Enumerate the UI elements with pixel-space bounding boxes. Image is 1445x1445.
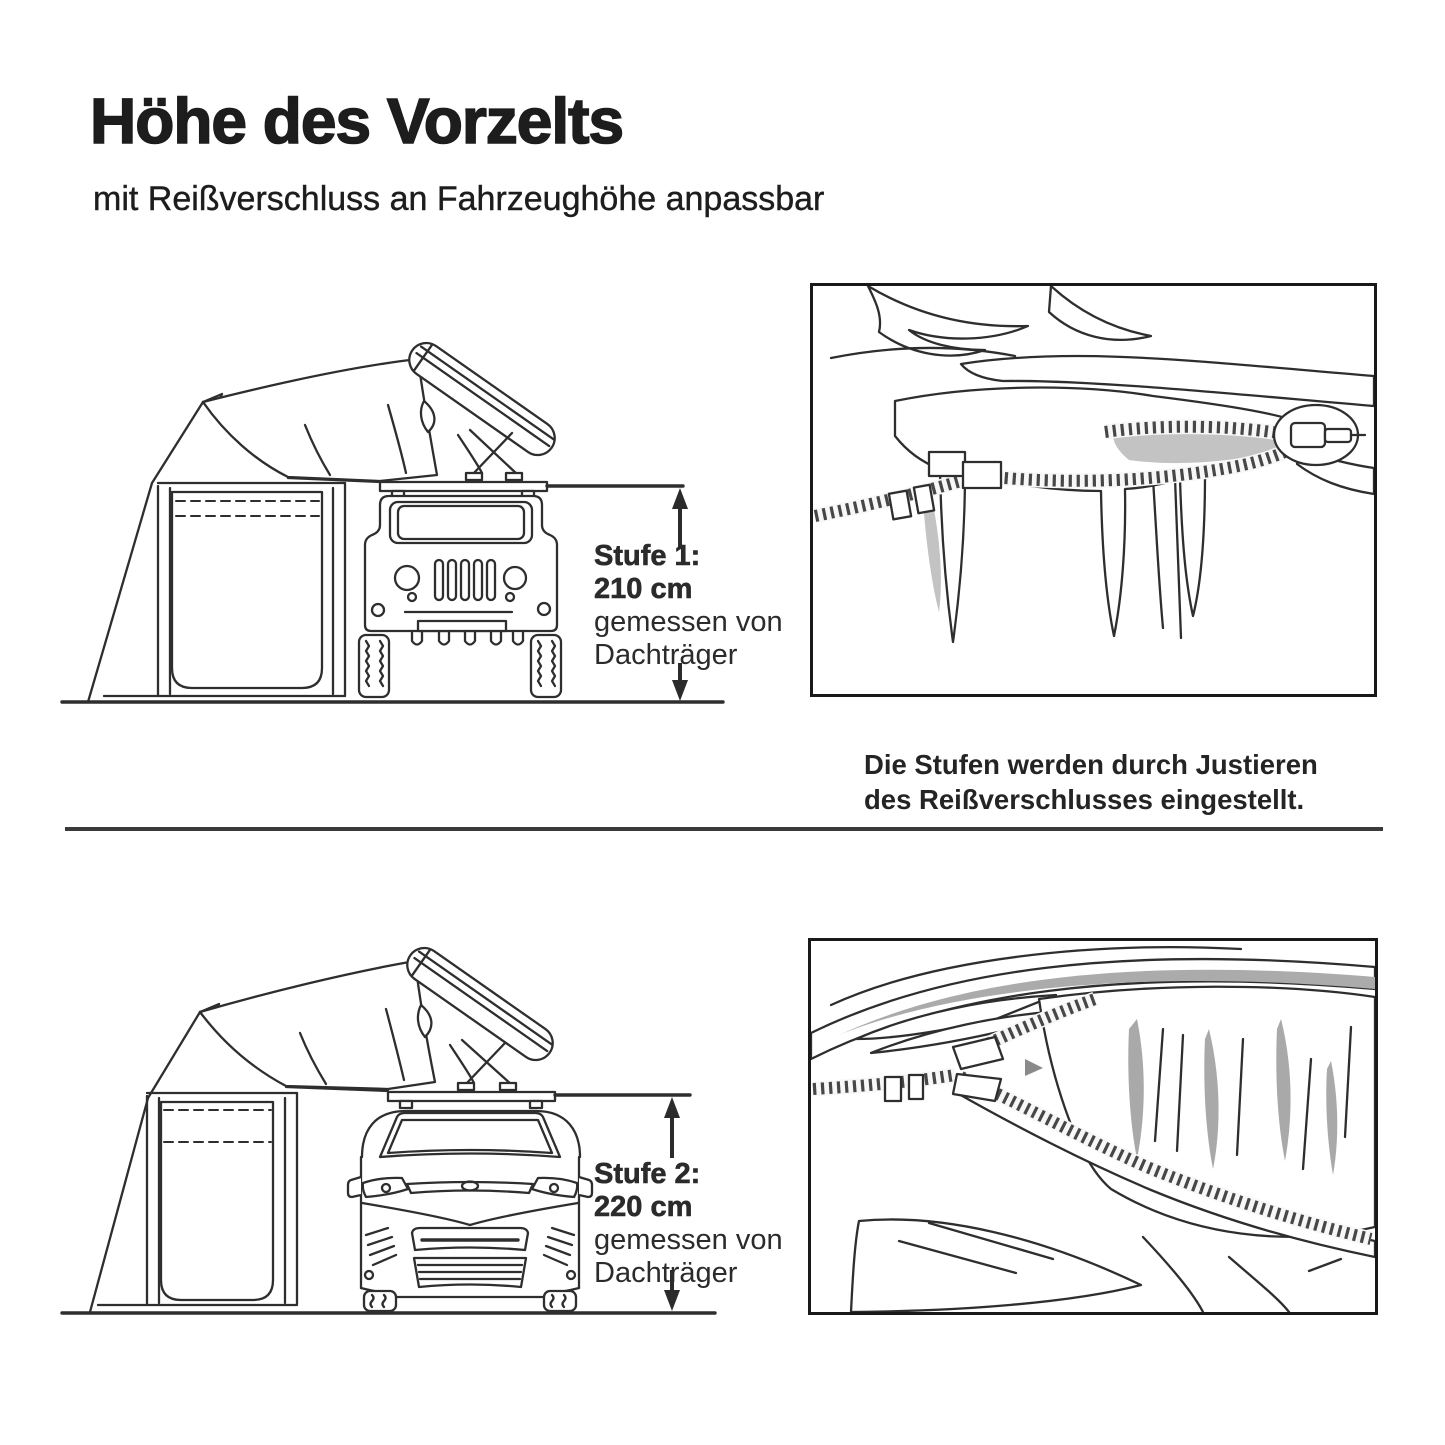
page-subtitle: mit Reißverschluss an Fahrzeughöhe anpassbar [93, 180, 825, 218]
measurement-label-1 [594, 540, 783, 672]
front-tire-right [531, 635, 561, 697]
zipper-slider [1274, 405, 1365, 465]
page-title: Höhe des Vorzelts [90, 85, 624, 157]
zipper-adjust-note-line1: Die Stufen werden durch Justieren [864, 749, 1318, 780]
zipper-closed-illustration [813, 286, 1374, 694]
zipper-detail-box-1 [810, 283, 1377, 697]
measure-note-line2: Dachträger [594, 639, 738, 671]
zipper-detail-box-2 [808, 938, 1378, 1315]
zipper-open-illustration [811, 941, 1375, 1312]
roof-rack-bar [380, 482, 547, 491]
measurement-label-2 [594, 1158, 783, 1290]
height-arrow-up-icon [672, 488, 688, 509]
height-value: 220 cm [594, 1191, 693, 1223]
zipper-adjust-note-line2: des Reißverschlusses eingestellt. [864, 784, 1305, 815]
measure-note-line1: gemessen von [594, 1224, 783, 1256]
measure-note-line1: gemessen von [594, 606, 783, 638]
front-tire-left [364, 1291, 396, 1311]
zipper-adjust-note [864, 747, 1318, 817]
front-tire-right [544, 1291, 576, 1311]
measure-note-line2: Dachträger [594, 1257, 738, 1289]
height-arrow-down-icon [664, 1290, 680, 1311]
step-label: Stufe 2: [594, 1158, 701, 1190]
step-label: Stufe 1: [594, 540, 701, 572]
height-arrow-down-icon [672, 680, 688, 701]
section-divider [65, 827, 1383, 831]
van-front [348, 1111, 592, 1311]
roof-tent-open [203, 336, 561, 498]
roof-tent-open [200, 945, 559, 1108]
jeep-front [359, 496, 561, 697]
height-value: 210 cm [594, 573, 693, 605]
roof-rack-bar [388, 1092, 555, 1101]
front-tire-left [359, 635, 389, 697]
height-arrow-up-icon [664, 1097, 680, 1118]
